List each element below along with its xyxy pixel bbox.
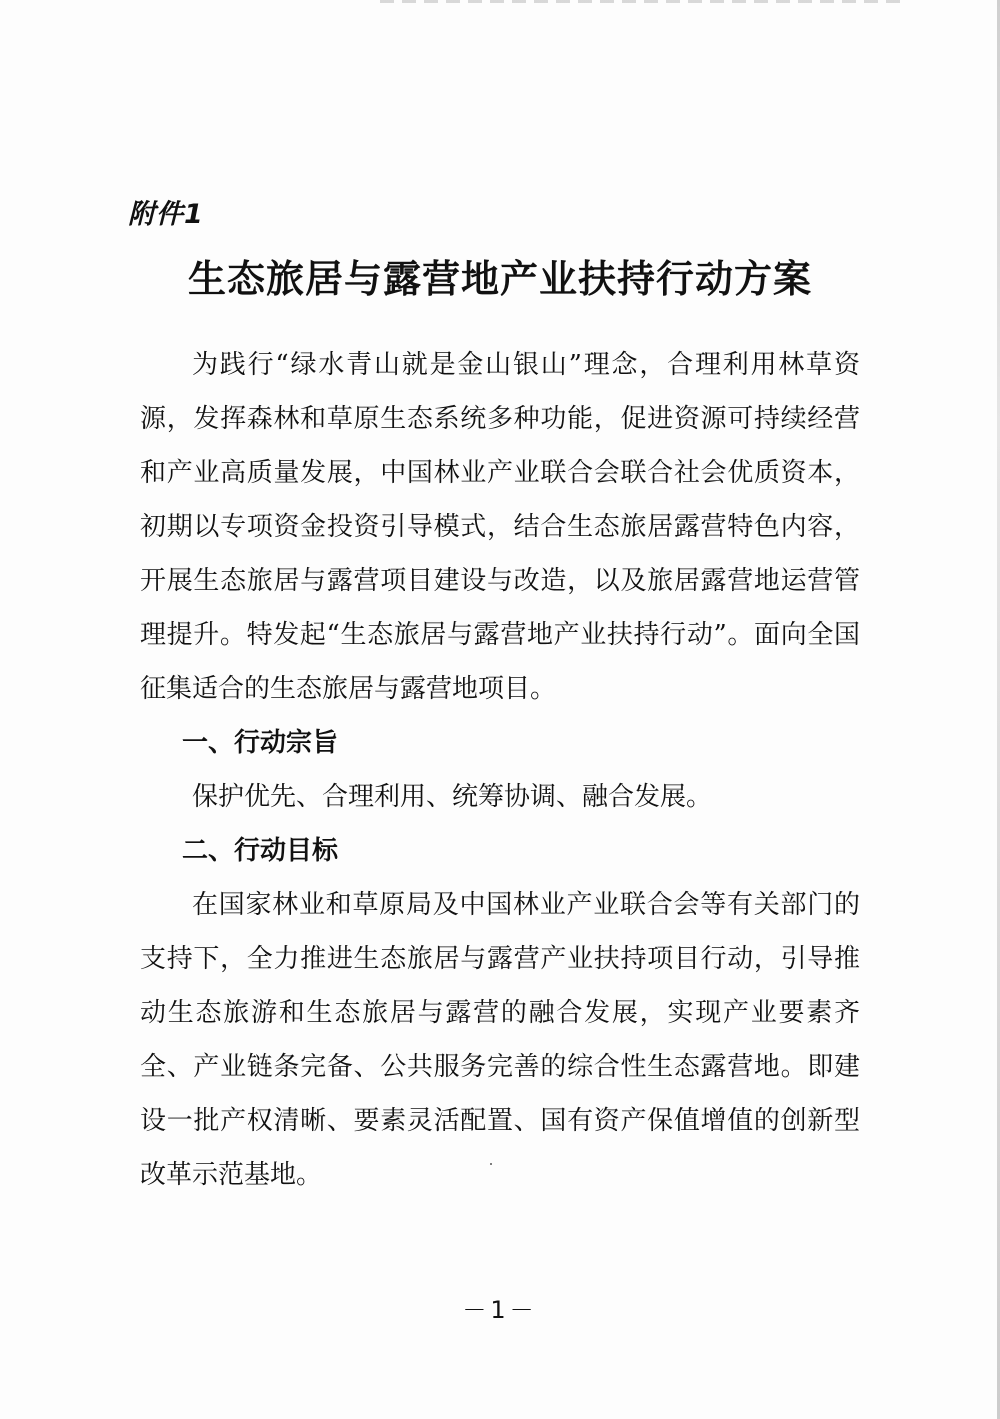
document-title: 生态旅居与露营地产业扶持行动方案 (187, 257, 812, 301)
scan-artifact-top (380, 0, 900, 3)
attachment-label: 附件1 (128, 199, 204, 230)
section-content-purpose: 保护优先、合理利用、统筹协调、融合发展。 (192, 782, 713, 812)
section-heading-purpose: 一、行动宗旨 (182, 728, 339, 758)
page-number: －1－ (462, 1296, 538, 1324)
scan-speck (490, 1163, 492, 1165)
section-content-goals: 在国家林业和草原局及中国林业产业联合会等有关部门的支持下，全力推进生态旅居与露营产业扶持项目行动，引导推动生态旅游和生态旅居与露营的融合发展，实现产业要素齐全、产业链条完备、公共服务完善的综合性生态露营地。即建设一批产权清晰、要素灵活配置、国有资产保值增值的创新型改革示范基地。 (140, 890, 860, 1190)
section-heading-goals: 二、行动目标 (182, 836, 339, 866)
document-body (140, 338, 860, 1202)
intro-paragraph: 为践行“绿水青山就是金山银山”理念，合理利用林草资源，发挥森林和草原生态系统多种功能，促进资源可持续经营和产业高质量发展，中国林业产业联合会联合社会优质资本，初期以专项资金投资引导模式，结合生态旅居露营特色内容，开展生态旅居与露营项目建设与改造，以及旅居露营地运营管理提升。特发起“生态旅居与露营地产业扶持行动”。面向全国征集适合的生态旅居与露营地项目。 (140, 350, 860, 704)
